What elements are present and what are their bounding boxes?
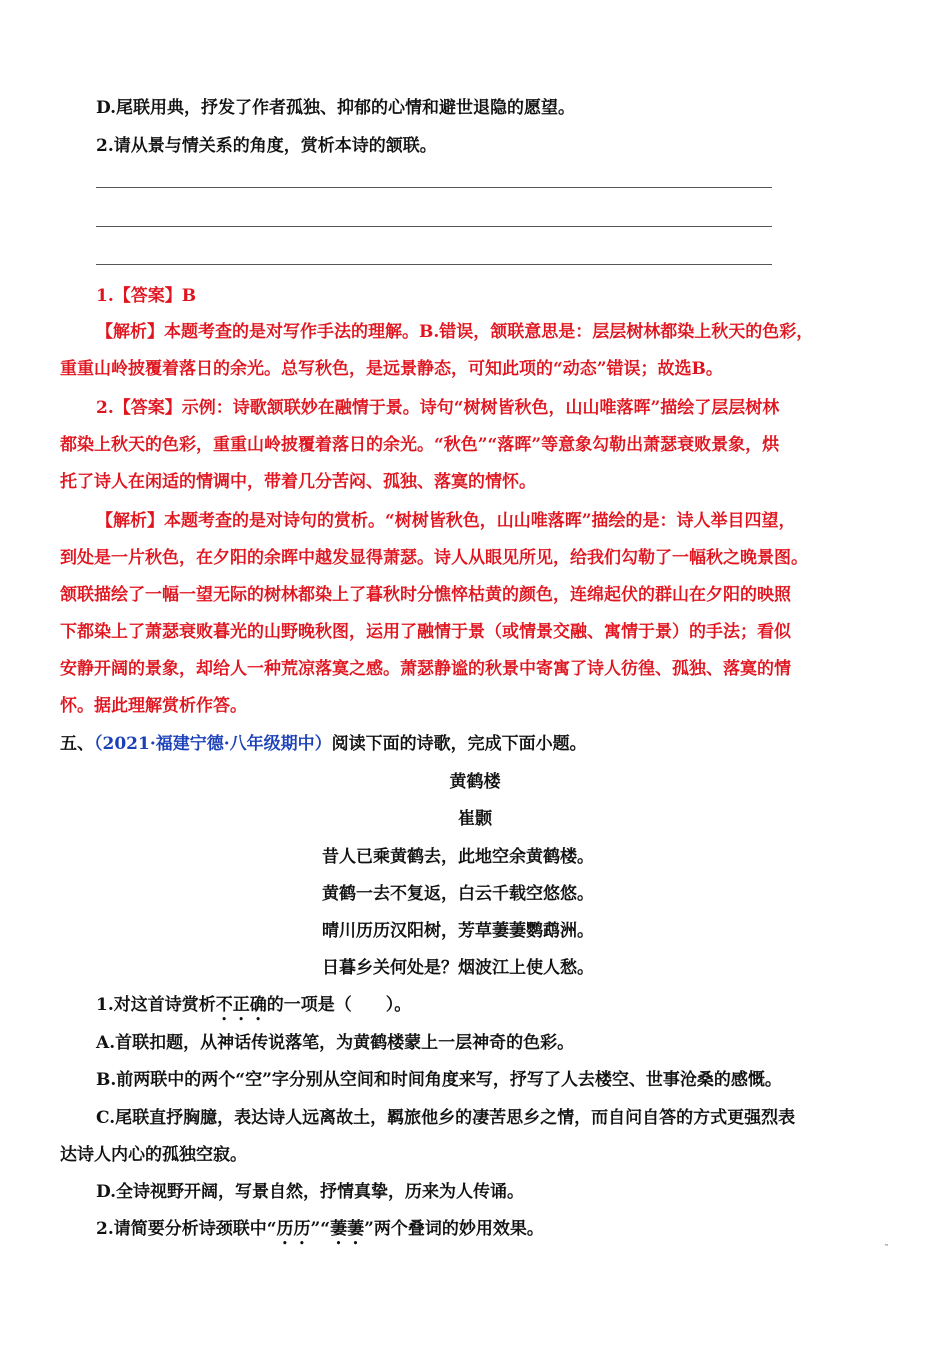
option-b: B.前两联中的两个“空”字分别从空间和时间角度来写，抒写了人去楼空、世事沧桑的感慨。 — [96, 1070, 782, 1090]
answer-2-analysis-line-4: 下都染上了萧瑟衰败暮光的山野晚秋图，运用了融情于景（或情景交融、寓情于景）的手法；看似 — [60, 622, 791, 642]
answer-2-line-2: 都染上秋天的色彩，重重山岭披覆着落日的余光。“秋色”“落晖”等意象勾勒出萧瑟衰败景象，烘 — [60, 435, 780, 455]
question-1-suffix: 的一项是（ ）。 — [266, 995, 412, 1015]
poem-line-1: 昔人已乘黄鹤去，此地空余黄鹤楼。 — [322, 847, 594, 867]
question-2-word-2: 萋萋 — [330, 1219, 365, 1239]
option-c-line-2: 达诗人内心的孤独空寂。 — [60, 1145, 247, 1165]
option-d: D.全诗视野开阔，写景自然，抒情真挚，历来为人传诵。 — [96, 1182, 525, 1202]
option-c-line-1: C.尾联直抒胸臆，表达诗人远离故土，羁旅他乡的凄苦思乡之情，而自问自答的方式更强烈表 — [96, 1108, 796, 1128]
question-2-suffix: ”两个叠词的妙用效果。 — [364, 1219, 544, 1239]
section-instruction: 阅读下面的诗歌，完成下面小题。 — [331, 734, 587, 754]
answer-2-analysis-line-3: 颔联描绘了一幅一望无际的树林都染上了暮秋时分憔悴枯黄的颜色，连绵起伏的群山在夕阳的映照 — [60, 585, 791, 605]
answer-1-analysis-line-2: 重重山岭披覆着落日的余光。总写秋色，是远景静态，可知此项的“动态”错误；故选B。 — [60, 359, 723, 379]
answer-2-analysis-line-1: 【解析】本题考查的是对诗句的赏析。“树树皆秋色，山山唯落晖”描绘的是：诗人举目四望， — [96, 511, 796, 531]
section-number: 五、 — [60, 734, 94, 754]
q4-question-2: 2.请从景与情关系的角度，赏析本诗的颔联。 — [96, 136, 437, 156]
question-2-prefix: 2.请简要分析诗颈联中“ — [96, 1219, 277, 1239]
answer-2-line-3: 托了诗人在闲适的情调中，带着几分苦闷、孤独、落寞的情怀。 — [60, 472, 536, 492]
poem-line-3: 晴川历历汉阳树，芳草萋萋鹦鹉洲。 — [322, 921, 594, 941]
corner-mark: ˜ — [884, 1244, 889, 1255]
section-5-heading — [60, 732, 587, 756]
question-1-emphasis: 不正确 — [215, 995, 267, 1015]
answer-1-label: 1.【答案】 — [96, 286, 182, 306]
question-1 — [96, 993, 411, 1025]
answer-1-analysis-line-1: 【解析】本题考查的是对写作手法的理解。B.错误，颔联意思是：层层树林都染上秋天的色彩， — [96, 322, 814, 342]
question-2-mid: ”“ — [310, 1219, 331, 1239]
answer-2-analysis-line-5: 安静开阔的景象，却给人一种荒凉落寞之感。萧瑟静谧的秋景中寄寓了诗人彷徨、孤独、落寞的情 — [60, 659, 791, 679]
answer-2-line-1: 2.【答案】示例：诗歌颔联妙在融情于景。诗句“树树皆秋色，山山唯落晖”描绘了层层树林 — [96, 398, 780, 418]
q4-option-d: D.尾联用典，抒发了作者孤独、抑郁的心情和避世退隐的愿望。 — [96, 98, 576, 118]
poem-line-4: 日暮乡关何处是？烟波江上使人愁。 — [322, 958, 594, 978]
question-2-word-1: 历历 — [276, 1219, 311, 1239]
question-source: （2021·福建宁德·八年级期中） — [94, 734, 332, 754]
answer-2-analysis-line-2: 到处是一片秋色，在夕阳的余晖中越发显得萧瑟。诗人从眼见所见，给我们勾勒了一幅秋之晚景图。 — [60, 548, 808, 568]
poem-title: 黄鹤楼 — [449, 772, 501, 792]
answer-1 — [96, 284, 196, 308]
answer-line-3 — [96, 264, 772, 265]
option-a: A.首联扣题，从神话传说落笔，为黄鹤楼蒙上一层神奇的色彩。 — [96, 1033, 575, 1053]
question-1-prefix: 1.对这首诗赏析 — [96, 995, 216, 1015]
poem-line-2: 黄鹤一去不复返，白云千载空悠悠。 — [322, 884, 594, 904]
answer-1-value: B — [181, 286, 197, 306]
answer-2-analysis-line-6: 怀。据此理解赏析作答。 — [60, 696, 247, 716]
answer-line-1 — [96, 187, 772, 188]
answer-line-2 — [96, 226, 772, 227]
question-2 — [96, 1217, 544, 1249]
poem-author: 崔颢 — [458, 809, 492, 829]
